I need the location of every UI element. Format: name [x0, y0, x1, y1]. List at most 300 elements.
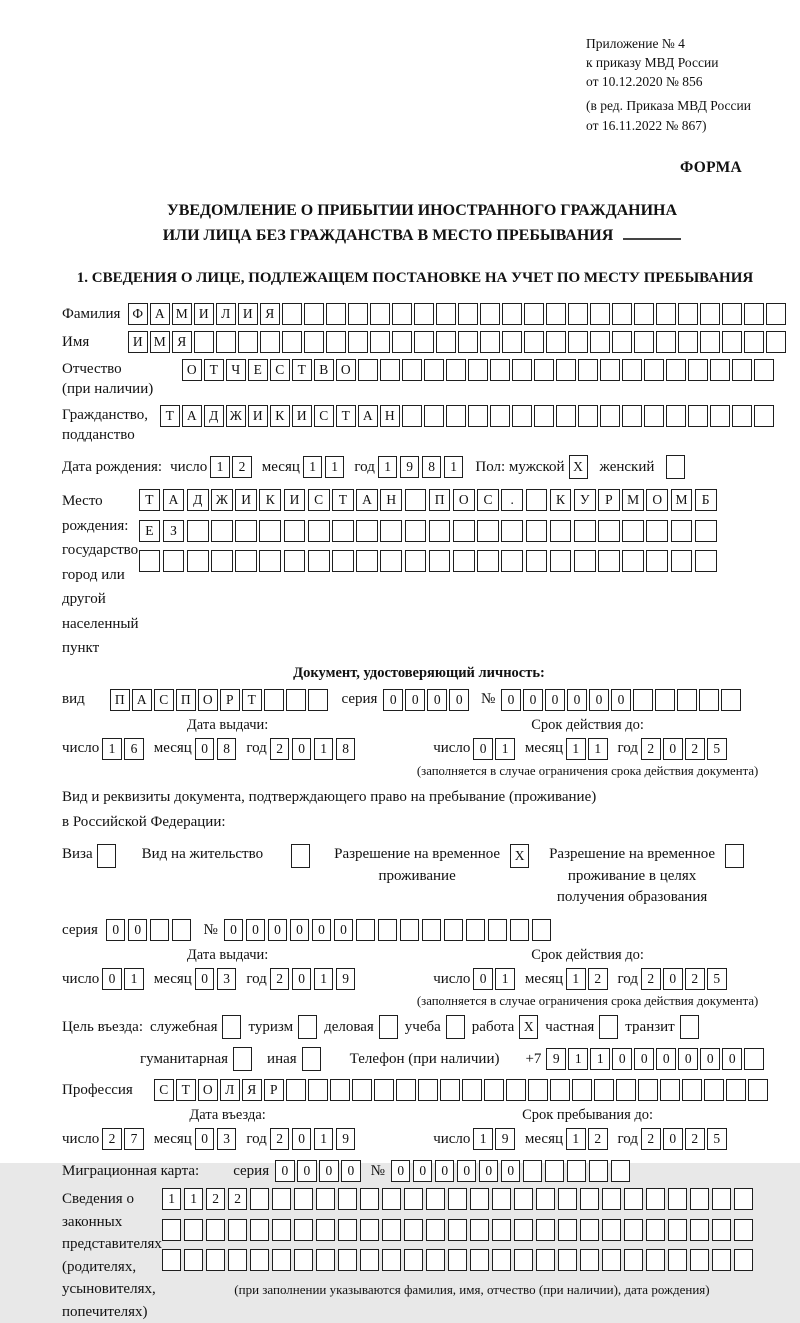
- form-cell[interactable]: 2: [232, 456, 252, 478]
- form-cell[interactable]: 0: [700, 1048, 720, 1070]
- form-cell[interactable]: 0: [523, 689, 543, 711]
- form-cell[interactable]: 2: [588, 1128, 608, 1150]
- form-cell[interactable]: [358, 359, 378, 381]
- form-cell[interactable]: [744, 303, 764, 325]
- form-cell[interactable]: [682, 1079, 702, 1101]
- sex-male-checkbox[interactable]: [569, 455, 588, 479]
- form-cell[interactable]: [326, 303, 346, 325]
- form-cell[interactable]: 0: [383, 689, 403, 711]
- form-cell[interactable]: Л: [216, 303, 236, 325]
- form-cell[interactable]: П: [429, 489, 451, 511]
- form-cell[interactable]: 0: [663, 1128, 683, 1150]
- form-cell[interactable]: [710, 405, 730, 427]
- form-cell[interactable]: [722, 331, 742, 353]
- form-cell[interactable]: [622, 405, 642, 427]
- form-cell[interactable]: [187, 550, 209, 572]
- form-cell[interactable]: 1: [566, 738, 586, 760]
- form-cell[interactable]: X: [510, 844, 529, 868]
- form-cell[interactable]: 0: [391, 1160, 411, 1182]
- form-cell[interactable]: [294, 1219, 314, 1241]
- form-cell[interactable]: 0: [501, 1160, 521, 1182]
- form-cell[interactable]: [734, 1188, 754, 1210]
- form-cell[interactable]: И: [238, 303, 258, 325]
- form-cell[interactable]: [382, 1219, 402, 1241]
- form-cell[interactable]: [602, 1219, 622, 1241]
- form-cell[interactable]: 3: [217, 1128, 237, 1150]
- form-cell[interactable]: [622, 550, 644, 572]
- form-cell[interactable]: [722, 303, 742, 325]
- form-cell[interactable]: Я: [242, 1079, 262, 1101]
- form-cell[interactable]: [294, 1249, 314, 1271]
- form-cell[interactable]: 5: [707, 968, 727, 990]
- form-cell[interactable]: [634, 303, 654, 325]
- form-cell[interactable]: [378, 919, 398, 941]
- purpose-turizm-checkbox[interactable]: [298, 1015, 317, 1039]
- form-cell[interactable]: С: [314, 405, 334, 427]
- form-cell[interactable]: [534, 405, 554, 427]
- form-cell[interactable]: И: [284, 489, 306, 511]
- form-cell[interactable]: [678, 303, 698, 325]
- form-cell[interactable]: [259, 520, 281, 542]
- form-cell[interactable]: А: [163, 489, 185, 511]
- form-cell[interactable]: [392, 303, 412, 325]
- form-cell[interactable]: [468, 405, 488, 427]
- form-cell[interactable]: 1: [590, 1048, 610, 1070]
- form-cell[interactable]: [211, 520, 233, 542]
- purpose-tranzit-checkbox[interactable]: [680, 1015, 699, 1039]
- form-cell[interactable]: [446, 1015, 465, 1039]
- form-cell[interactable]: [308, 689, 328, 711]
- form-cell[interactable]: [400, 919, 420, 941]
- form-cell[interactable]: [458, 303, 478, 325]
- form-cell[interactable]: Д: [187, 489, 209, 511]
- form-cell[interactable]: 0: [106, 919, 126, 941]
- form-cell[interactable]: [405, 489, 427, 511]
- form-cell[interactable]: О: [336, 359, 356, 381]
- form-cell[interactable]: 2: [206, 1188, 226, 1210]
- form-cell[interactable]: [754, 359, 774, 381]
- form-cell[interactable]: 0: [319, 1160, 339, 1182]
- form-cell[interactable]: [501, 520, 523, 542]
- form-cell[interactable]: [360, 1219, 380, 1241]
- form-cell[interactable]: 9: [400, 456, 420, 478]
- form-cell[interactable]: [556, 359, 576, 381]
- form-cell[interactable]: [646, 1249, 666, 1271]
- form-cell[interactable]: [598, 550, 620, 572]
- form-cell[interactable]: [228, 1249, 248, 1271]
- form-cell[interactable]: [405, 550, 427, 572]
- form-cell[interactable]: 1: [124, 968, 144, 990]
- form-cell[interactable]: С: [308, 489, 330, 511]
- form-cell[interactable]: [690, 1188, 710, 1210]
- form-cell[interactable]: [612, 331, 632, 353]
- form-cell[interactable]: 0: [473, 968, 493, 990]
- form-cell[interactable]: [228, 1219, 248, 1241]
- form-cell[interactable]: 0: [612, 1048, 632, 1070]
- purpose-chastnaya-checkbox[interactable]: [599, 1015, 618, 1039]
- form-cell[interactable]: 0: [427, 689, 447, 711]
- form-cell[interactable]: [624, 1188, 644, 1210]
- form-cell[interactable]: [426, 1219, 446, 1241]
- form-cell[interactable]: [523, 1160, 543, 1182]
- form-cell[interactable]: [211, 550, 233, 572]
- form-cell[interactable]: [598, 520, 620, 542]
- form-cell[interactable]: [424, 359, 444, 381]
- form-cell[interactable]: 0: [449, 689, 469, 711]
- form-cell[interactable]: [380, 520, 402, 542]
- form-cell[interactable]: О: [182, 359, 202, 381]
- form-cell[interactable]: [436, 331, 456, 353]
- form-cell[interactable]: 1: [473, 1128, 493, 1150]
- sex-female-checkbox[interactable]: [666, 455, 685, 479]
- form-cell[interactable]: 2: [270, 738, 290, 760]
- form-cell[interactable]: [492, 1249, 512, 1271]
- form-cell[interactable]: 1: [184, 1188, 204, 1210]
- form-cell[interactable]: 0: [567, 689, 587, 711]
- form-cell[interactable]: [352, 1079, 372, 1101]
- form-cell[interactable]: [206, 1249, 226, 1271]
- purpose-rabota-checkbox[interactable]: [519, 1015, 538, 1039]
- form-cell[interactable]: [666, 455, 685, 479]
- form-cell[interactable]: [644, 405, 664, 427]
- form-cell[interactable]: С: [154, 1079, 174, 1101]
- form-cell[interactable]: [700, 303, 720, 325]
- form-cell[interactable]: [574, 520, 596, 542]
- form-cell[interactable]: Б: [695, 489, 717, 511]
- form-cell[interactable]: 8: [336, 738, 356, 760]
- form-cell[interactable]: 0: [275, 1160, 295, 1182]
- form-cell[interactable]: [356, 550, 378, 572]
- form-cell[interactable]: [572, 1079, 592, 1101]
- form-cell[interactable]: 2: [641, 1128, 661, 1150]
- form-cell[interactable]: .: [501, 489, 523, 511]
- form-cell[interactable]: [514, 1188, 534, 1210]
- form-cell[interactable]: [671, 550, 693, 572]
- form-cell[interactable]: [235, 550, 257, 572]
- form-cell[interactable]: [668, 1219, 688, 1241]
- form-cell[interactable]: [480, 303, 500, 325]
- form-cell[interactable]: [284, 550, 306, 572]
- form-cell[interactable]: 7: [124, 1128, 144, 1150]
- form-cell[interactable]: [556, 405, 576, 427]
- form-cell[interactable]: [316, 1188, 336, 1210]
- form-cell[interactable]: [646, 550, 668, 572]
- form-cell[interactable]: [272, 1249, 292, 1271]
- option-temp-residence-checkbox[interactable]: [510, 844, 529, 868]
- form-cell[interactable]: [710, 359, 730, 381]
- form-cell[interactable]: [382, 1188, 402, 1210]
- form-cell[interactable]: У: [574, 489, 596, 511]
- form-cell[interactable]: 9: [546, 1048, 566, 1070]
- form-cell[interactable]: [338, 1219, 358, 1241]
- form-cell[interactable]: А: [356, 489, 378, 511]
- form-cell[interactable]: 0: [435, 1160, 455, 1182]
- form-cell[interactable]: [402, 359, 422, 381]
- form-cell[interactable]: Р: [598, 489, 620, 511]
- form-cell[interactable]: 0: [457, 1160, 477, 1182]
- form-cell[interactable]: [440, 1079, 460, 1101]
- form-cell[interactable]: [721, 689, 741, 711]
- form-cell[interactable]: А: [358, 405, 378, 427]
- form-cell[interactable]: [528, 1079, 548, 1101]
- form-cell[interactable]: [404, 1188, 424, 1210]
- form-cell[interactable]: 3: [217, 968, 237, 990]
- form-cell[interactable]: 2: [270, 1128, 290, 1150]
- form-cell[interactable]: 2: [641, 738, 661, 760]
- form-cell[interactable]: [546, 303, 566, 325]
- form-cell[interactable]: 0: [292, 738, 312, 760]
- form-cell[interactable]: [429, 520, 451, 542]
- form-cell[interactable]: [206, 1219, 226, 1241]
- form-cell[interactable]: 1: [566, 1128, 586, 1150]
- form-cell[interactable]: [446, 359, 466, 381]
- form-cell[interactable]: 0: [195, 1128, 215, 1150]
- purpose-inaya-checkbox[interactable]: [302, 1047, 321, 1071]
- form-cell[interactable]: 0: [479, 1160, 499, 1182]
- form-cell[interactable]: Л: [220, 1079, 240, 1101]
- form-cell[interactable]: [526, 550, 548, 572]
- form-cell[interactable]: Ф: [128, 303, 148, 325]
- form-cell[interactable]: 0: [290, 919, 310, 941]
- form-cell[interactable]: [356, 520, 378, 542]
- form-cell[interactable]: 1: [102, 738, 122, 760]
- form-cell[interactable]: [468, 359, 488, 381]
- form-cell[interactable]: 0: [589, 689, 609, 711]
- form-cell[interactable]: 2: [641, 968, 661, 990]
- form-cell[interactable]: [550, 1079, 570, 1101]
- form-cell[interactable]: [162, 1219, 182, 1241]
- form-cell[interactable]: [282, 331, 302, 353]
- form-cell[interactable]: Я: [172, 331, 192, 353]
- form-cell[interactable]: Т: [242, 689, 262, 711]
- form-cell[interactable]: [414, 331, 434, 353]
- form-cell[interactable]: 8: [422, 456, 442, 478]
- option-residence-permit-checkbox[interactable]: [291, 844, 310, 868]
- form-cell[interactable]: [550, 550, 572, 572]
- form-cell[interactable]: [590, 303, 610, 325]
- form-cell[interactable]: [524, 331, 544, 353]
- option-visa-checkbox[interactable]: [97, 844, 116, 868]
- form-cell[interactable]: [418, 1079, 438, 1101]
- form-cell[interactable]: 0: [634, 1048, 654, 1070]
- form-cell[interactable]: [356, 919, 376, 941]
- form-cell[interactable]: [510, 919, 530, 941]
- form-cell[interactable]: [332, 550, 354, 572]
- form-cell[interactable]: [712, 1249, 732, 1271]
- form-cell[interactable]: О: [198, 1079, 218, 1101]
- form-cell[interactable]: [316, 1249, 336, 1271]
- form-cell[interactable]: 0: [195, 968, 215, 990]
- form-cell[interactable]: [194, 331, 214, 353]
- form-cell[interactable]: [370, 331, 390, 353]
- form-cell[interactable]: [678, 331, 698, 353]
- form-cell[interactable]: [382, 1249, 402, 1271]
- form-cell[interactable]: [480, 331, 500, 353]
- form-cell[interactable]: [712, 1188, 732, 1210]
- form-cell[interactable]: [704, 1079, 724, 1101]
- form-cell[interactable]: 0: [246, 919, 266, 941]
- form-cell[interactable]: 0: [545, 689, 565, 711]
- form-cell[interactable]: 0: [312, 919, 332, 941]
- form-cell[interactable]: [453, 520, 475, 542]
- form-cell[interactable]: [187, 520, 209, 542]
- form-cell[interactable]: 1: [378, 456, 398, 478]
- form-cell[interactable]: [646, 1219, 666, 1241]
- form-cell[interactable]: Р: [264, 1079, 284, 1101]
- form-cell[interactable]: К: [259, 489, 281, 511]
- form-cell[interactable]: [360, 1249, 380, 1271]
- form-cell[interactable]: [264, 689, 284, 711]
- form-cell[interactable]: [754, 405, 774, 427]
- form-cell[interactable]: [766, 331, 786, 353]
- form-cell[interactable]: Т: [332, 489, 354, 511]
- form-cell[interactable]: 8: [217, 738, 237, 760]
- form-cell[interactable]: [250, 1249, 270, 1271]
- form-cell[interactable]: [490, 359, 510, 381]
- form-cell[interactable]: 0: [102, 968, 122, 990]
- form-cell[interactable]: [677, 689, 697, 711]
- form-cell[interactable]: [622, 359, 642, 381]
- form-cell[interactable]: [286, 689, 306, 711]
- form-cell[interactable]: [611, 1160, 631, 1182]
- form-cell[interactable]: [338, 1188, 358, 1210]
- form-cell[interactable]: [477, 550, 499, 572]
- form-cell[interactable]: [405, 520, 427, 542]
- form-cell[interactable]: Т: [176, 1079, 196, 1101]
- form-cell[interactable]: [163, 550, 185, 572]
- form-cell[interactable]: [634, 331, 654, 353]
- form-cell[interactable]: [656, 303, 676, 325]
- form-cell[interactable]: [700, 331, 720, 353]
- form-cell[interactable]: [404, 1249, 424, 1271]
- form-cell[interactable]: [272, 1219, 292, 1241]
- form-cell[interactable]: 1: [314, 1128, 334, 1150]
- form-cell[interactable]: 2: [588, 968, 608, 990]
- form-cell[interactable]: [766, 303, 786, 325]
- form-cell[interactable]: [424, 405, 444, 427]
- form-cell[interactable]: [524, 303, 544, 325]
- form-cell[interactable]: [308, 1079, 328, 1101]
- form-cell[interactable]: [644, 359, 664, 381]
- form-cell[interactable]: [453, 550, 475, 572]
- form-cell[interactable]: А: [182, 405, 202, 427]
- form-cell[interactable]: Т: [204, 359, 224, 381]
- form-cell[interactable]: 0: [501, 689, 521, 711]
- form-cell[interactable]: [392, 331, 412, 353]
- form-cell[interactable]: [446, 405, 466, 427]
- form-cell[interactable]: [599, 1015, 618, 1039]
- form-cell[interactable]: [574, 550, 596, 572]
- form-cell[interactable]: [594, 1079, 614, 1101]
- purpose-ucheba-checkbox[interactable]: [446, 1015, 465, 1039]
- form-cell[interactable]: Е: [248, 359, 268, 381]
- form-cell[interactable]: [308, 550, 330, 572]
- form-cell[interactable]: [668, 1249, 688, 1271]
- form-cell[interactable]: [514, 1249, 534, 1271]
- form-cell[interactable]: [690, 1219, 710, 1241]
- form-cell[interactable]: [492, 1188, 512, 1210]
- form-cell[interactable]: 0: [663, 738, 683, 760]
- form-cell[interactable]: [216, 331, 236, 353]
- form-cell[interactable]: [172, 919, 192, 941]
- form-cell[interactable]: [250, 1219, 270, 1241]
- form-cell[interactable]: 0: [413, 1160, 433, 1182]
- form-cell[interactable]: [380, 550, 402, 572]
- form-cell[interactable]: К: [270, 405, 290, 427]
- form-cell[interactable]: [348, 303, 368, 325]
- form-cell[interactable]: 1: [325, 456, 345, 478]
- form-cell[interactable]: [568, 303, 588, 325]
- form-cell[interactable]: [402, 405, 422, 427]
- form-cell[interactable]: [470, 1219, 490, 1241]
- form-cell[interactable]: [380, 359, 400, 381]
- form-cell[interactable]: [656, 331, 676, 353]
- form-cell[interactable]: [259, 550, 281, 572]
- form-cell[interactable]: X: [569, 455, 588, 479]
- form-cell[interactable]: [492, 1219, 512, 1241]
- form-cell[interactable]: [624, 1249, 644, 1271]
- form-cell[interactable]: [506, 1079, 526, 1101]
- form-cell[interactable]: Д: [204, 405, 224, 427]
- form-cell[interactable]: С: [154, 689, 174, 711]
- form-cell[interactable]: С: [477, 489, 499, 511]
- form-cell[interactable]: 9: [495, 1128, 515, 1150]
- form-cell[interactable]: Т: [292, 359, 312, 381]
- form-cell[interactable]: [633, 689, 653, 711]
- form-cell[interactable]: [250, 1188, 270, 1210]
- form-cell[interactable]: 0: [678, 1048, 698, 1070]
- form-cell[interactable]: [748, 1079, 768, 1101]
- form-cell[interactable]: [302, 1047, 321, 1071]
- form-cell[interactable]: 9: [336, 968, 356, 990]
- form-cell[interactable]: [580, 1188, 600, 1210]
- form-cell[interactable]: [502, 303, 522, 325]
- form-cell[interactable]: 5: [707, 738, 727, 760]
- form-cell[interactable]: [660, 1079, 680, 1101]
- form-cell[interactable]: [304, 331, 324, 353]
- form-cell[interactable]: [422, 919, 442, 941]
- form-cell[interactable]: [490, 405, 510, 427]
- form-cell[interactable]: 1: [314, 968, 334, 990]
- form-cell[interactable]: 0: [611, 689, 631, 711]
- form-cell[interactable]: М: [671, 489, 693, 511]
- form-cell[interactable]: К: [550, 489, 572, 511]
- form-cell[interactable]: [396, 1079, 416, 1101]
- form-cell[interactable]: [444, 919, 464, 941]
- form-cell[interactable]: 9: [336, 1128, 356, 1150]
- form-cell[interactable]: И: [248, 405, 268, 427]
- form-cell[interactable]: [326, 331, 346, 353]
- form-cell[interactable]: [646, 520, 668, 542]
- form-cell[interactable]: О: [198, 689, 218, 711]
- form-cell[interactable]: [282, 303, 302, 325]
- form-cell[interactable]: [162, 1249, 182, 1271]
- form-cell[interactable]: [744, 1048, 764, 1070]
- form-cell[interactable]: [695, 550, 717, 572]
- form-cell[interactable]: [484, 1079, 504, 1101]
- form-cell[interactable]: [558, 1249, 578, 1271]
- form-cell[interactable]: Н: [380, 405, 400, 427]
- form-cell[interactable]: [536, 1249, 556, 1271]
- form-cell[interactable]: [184, 1249, 204, 1271]
- form-cell[interactable]: 1: [162, 1188, 182, 1210]
- form-cell[interactable]: [578, 405, 598, 427]
- form-cell[interactable]: [646, 1188, 666, 1210]
- form-cell[interactable]: 0: [292, 1128, 312, 1150]
- form-cell[interactable]: [600, 405, 620, 427]
- form-cell[interactable]: М: [622, 489, 644, 511]
- form-cell[interactable]: Ч: [226, 359, 246, 381]
